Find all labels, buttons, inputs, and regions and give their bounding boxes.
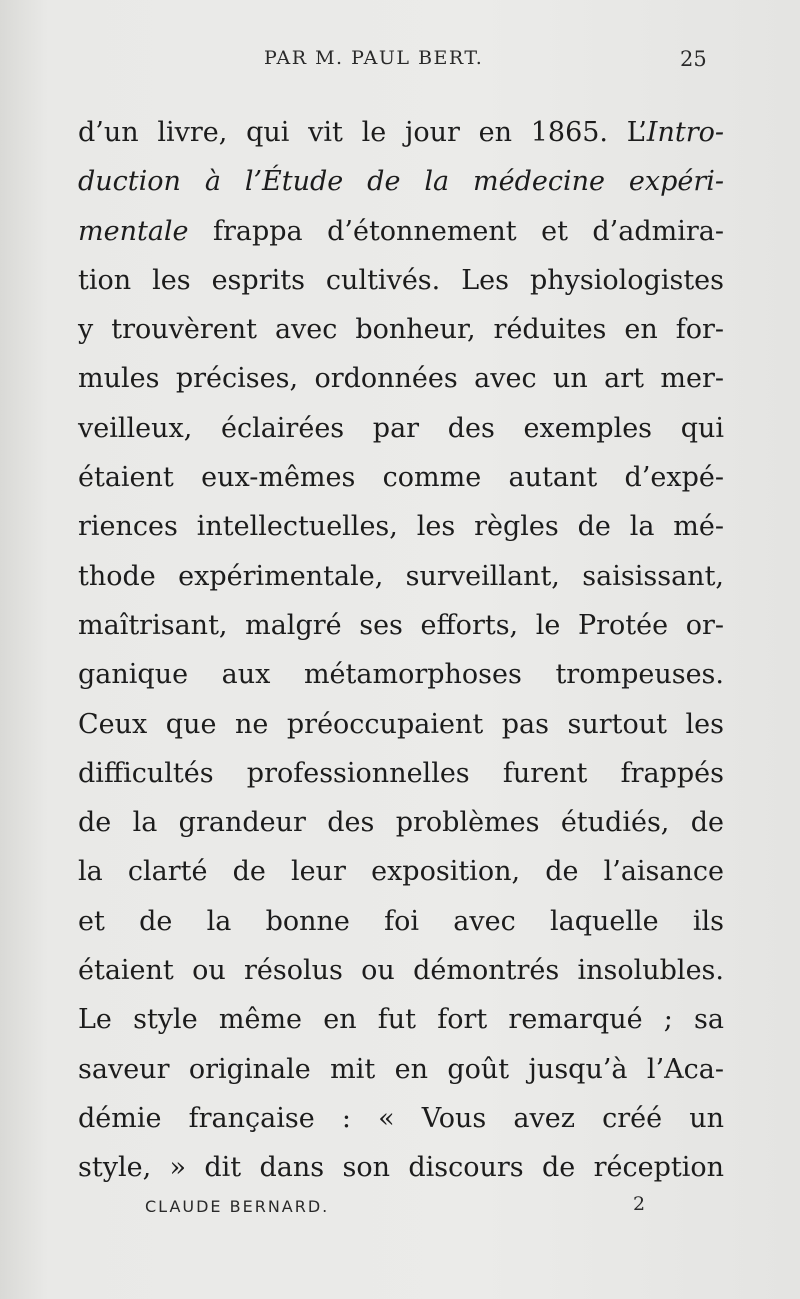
text-run: Le style même en fut fort remarqué ; sa <box>78 1004 724 1036</box>
text-run: frappa d’étonnement et d’admira- <box>188 215 724 247</box>
text-line <box>78 305 724 354</box>
text-run: veilleux, éclairées par des exemples qui <box>78 412 724 444</box>
page-footer <box>0 1193 800 1227</box>
body-text <box>78 108 724 1193</box>
text-line <box>78 700 724 749</box>
text-run: maîtrisant, malgré ses efforts, le Protée or- <box>78 609 724 641</box>
text-line <box>78 995 724 1044</box>
text-line <box>78 798 724 847</box>
text-line <box>78 1045 724 1094</box>
text-run: de la grandeur des problèmes étudiés, de <box>78 807 724 839</box>
text-run: démie française : « Vous avez créé un <box>78 1102 724 1134</box>
text-run: style, » dit dans son discours de réception <box>78 1152 724 1184</box>
text-line <box>78 946 724 995</box>
page-number: 25 <box>680 47 707 71</box>
text-run: Ceux que ne préoccupaient pas surtout les <box>78 708 724 740</box>
text-run: d’un livre, qui vit le jour en 1865. L’ <box>78 117 647 148</box>
text-run: mules précises, ordonnées avec un art mer- <box>78 363 724 395</box>
text-run: étaient eux-mêmes comme autant d’expé- <box>78 462 724 494</box>
text-line <box>78 207 724 256</box>
text-line <box>78 552 724 601</box>
running-head <box>0 47 800 77</box>
text-run: tion les esprits cultivés. Les physiologistes <box>78 264 724 296</box>
text-run: étaient ou résolus ou démontrés insolubles. <box>78 955 724 987</box>
text-line <box>78 897 724 946</box>
text-line <box>78 847 724 896</box>
text-line <box>78 1143 724 1192</box>
italic-run: duction à l’Étude de la médecine expéri- <box>78 166 724 198</box>
text-line <box>78 354 724 403</box>
text-line <box>78 157 724 206</box>
text-line <box>78 256 724 305</box>
text-line <box>78 453 724 502</box>
running-title: PAR M. PAUL BERT. <box>264 47 484 69</box>
text-line <box>78 749 724 798</box>
text-line <box>78 404 724 453</box>
signature-mark: CLAUDE BERNARD. <box>145 1197 330 1216</box>
text-run: et de la bonne foi avec laquelle ils <box>78 905 724 937</box>
text-line <box>78 601 724 650</box>
sheet-number: 2 <box>633 1193 646 1215</box>
text-line <box>78 502 724 551</box>
italic-run: mentale <box>78 215 189 247</box>
text-run: la clarté de leur exposition, de l’aisance <box>78 856 724 888</box>
text-run: difficultés professionnelles furent frappés <box>78 757 724 789</box>
text-run: thode expérimentale, surveillant, saisissant, <box>78 560 724 592</box>
text-run: saveur originale mit en goût jusqu’à l’Aca- <box>78 1053 724 1085</box>
italic-run: Intro- <box>646 117 724 148</box>
text-line <box>78 650 724 699</box>
text-run: ganique aux métamorphoses trompeuses. <box>78 659 724 691</box>
text-run: riences intellectuelles, les règles de la mé- <box>78 511 724 543</box>
text-line <box>78 108 724 157</box>
text-run: y trouvèrent avec bonheur, réduites en for- <box>78 314 724 346</box>
text-line <box>78 1094 724 1143</box>
